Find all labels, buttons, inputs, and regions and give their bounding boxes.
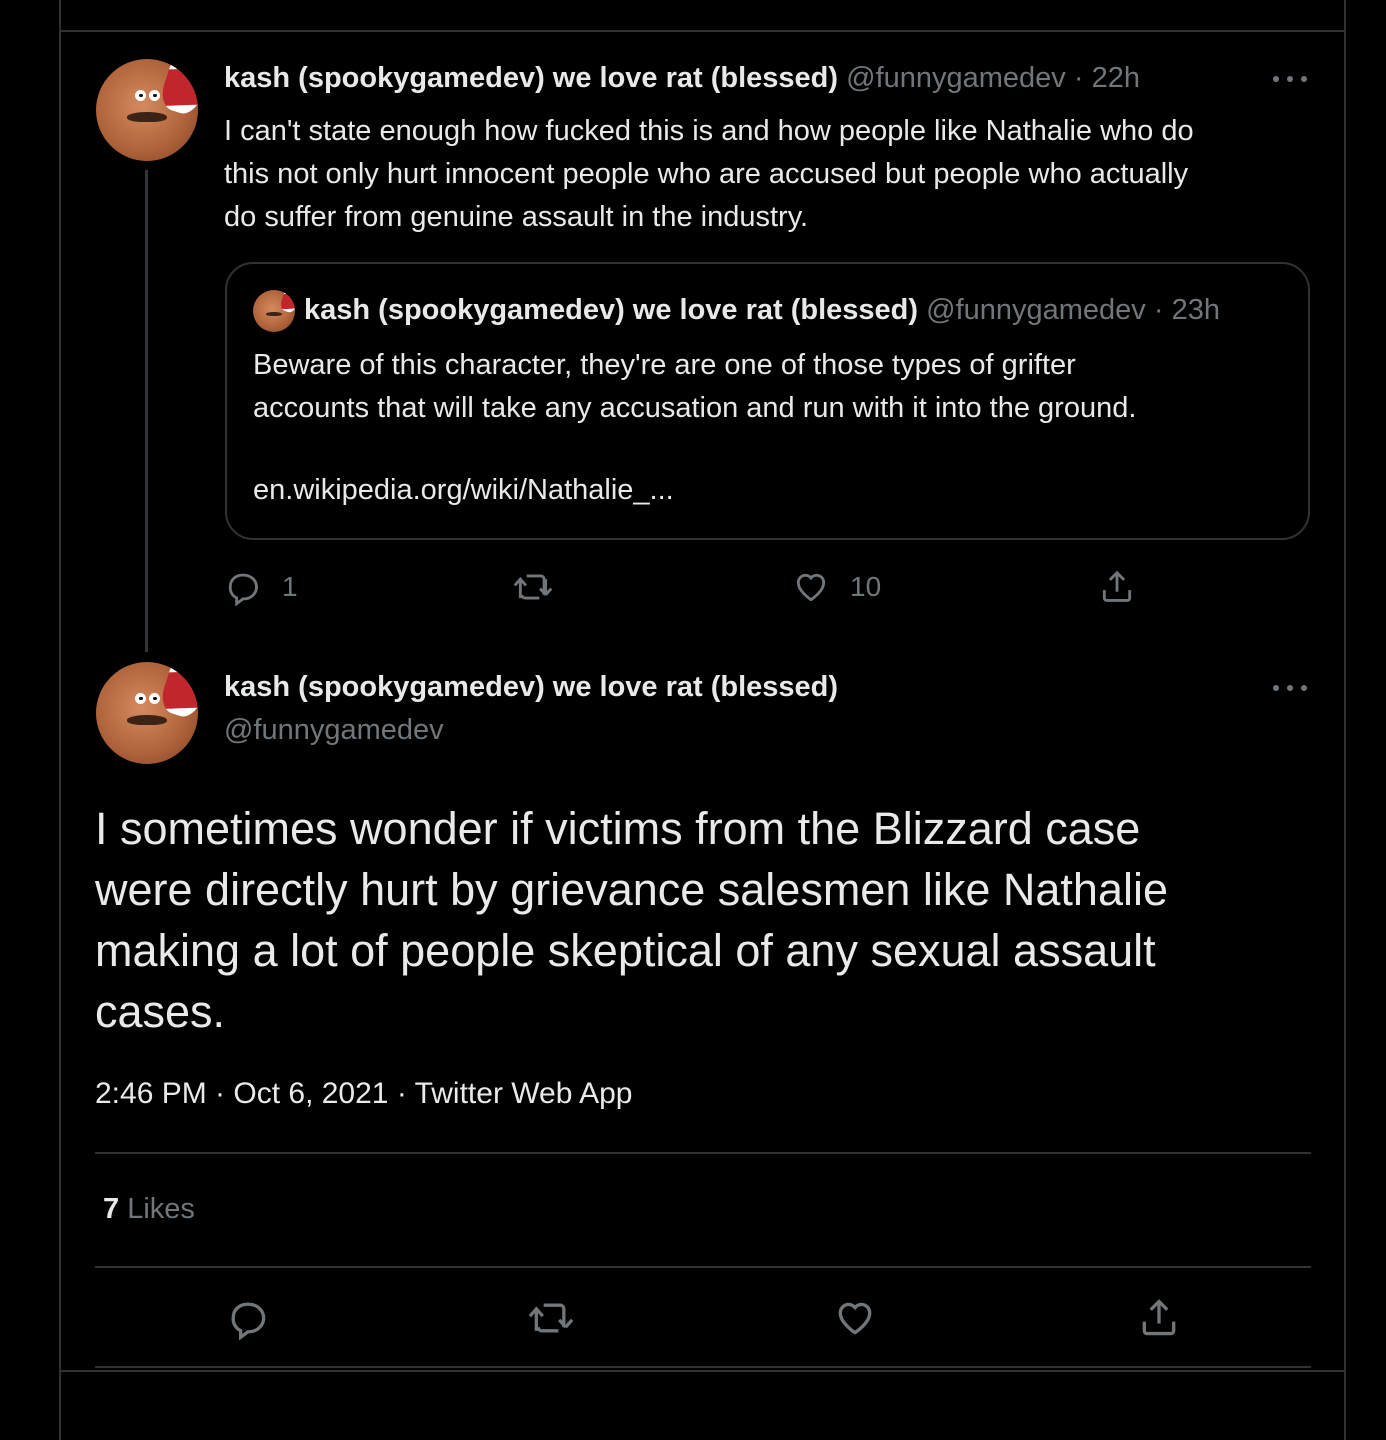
timestamp[interactable]: 22h bbox=[1091, 62, 1140, 94]
reply-tweet-text: I can't state enough how fucked this is and how people like Nathalie who do this not only hurt innocent people who are accused but people who actually do suffer from genuine assault in the industry. bbox=[224, 115, 1194, 233]
main-share-button[interactable] bbox=[1137, 1296, 1181, 1340]
more-icon[interactable] bbox=[1273, 683, 1307, 693]
reply-icon bbox=[226, 1296, 270, 1340]
main-handle[interactable]: @funnygamedev bbox=[224, 714, 444, 746]
retweet-button[interactable] bbox=[512, 568, 574, 606]
avatar[interactable] bbox=[96, 59, 198, 161]
like-icon bbox=[792, 568, 830, 606]
more-icon[interactable] bbox=[1273, 74, 1307, 84]
quote-text: Beware of this character, they're are one of those types of grifter accounts that will take any accusation and run with it into the ground. bbox=[253, 349, 1137, 424]
main-retweet-button[interactable] bbox=[527, 1296, 575, 1340]
reply-button[interactable] bbox=[224, 568, 298, 606]
like-icon bbox=[833, 1296, 877, 1340]
share-button[interactable] bbox=[1098, 568, 1136, 606]
share-icon bbox=[1137, 1296, 1181, 1340]
divider bbox=[95, 1266, 1311, 1268]
main-like-button[interactable] bbox=[833, 1296, 877, 1340]
like-count: 10 bbox=[850, 571, 882, 602]
bottom-divider bbox=[59, 1370, 1346, 1372]
quote-avatar bbox=[253, 290, 295, 332]
reply-icon bbox=[224, 568, 262, 606]
like-button[interactable] bbox=[792, 568, 881, 606]
main-tweet-text: I sometimes wonder if victims from the Blizzard case were directly hurt by grievance salesmen like Nathalie making a lot of people skeptical of any sexual assault cases. bbox=[95, 803, 1168, 1037]
main-display-name[interactable]: kash (spookygamedev) we love rat (blessed) bbox=[224, 671, 839, 703]
retweet-icon bbox=[512, 568, 554, 606]
tweet-timestamp[interactable]: 2:46 PM · Oct 6, 2021 · Twitter Web App bbox=[95, 1077, 633, 1110]
thread-line bbox=[145, 170, 148, 652]
main-reply-button[interactable] bbox=[226, 1296, 270, 1340]
reply-tweet-header: kash (spookygamedev) we love rat (blessed) @funnygamedev · 22h bbox=[224, 62, 1140, 94]
likes-label: Likes bbox=[127, 1193, 195, 1225]
likes-number: 7 bbox=[103, 1193, 120, 1225]
divider bbox=[95, 1152, 1311, 1154]
share-icon bbox=[1098, 568, 1136, 606]
main-avatar[interactable] bbox=[96, 662, 198, 764]
display-name[interactable]: kash (spookygamedev) we love rat (blessed) bbox=[224, 62, 839, 94]
quote-header: kash (spookygamedev) we love rat (blessed) @funnygamedev · 23h bbox=[304, 294, 1220, 326]
retweet-icon bbox=[527, 1296, 575, 1340]
divider bbox=[95, 1366, 1311, 1368]
quote-handle: @funnygamedev bbox=[926, 294, 1146, 326]
top-divider bbox=[59, 30, 1346, 32]
likes-stat[interactable] bbox=[103, 1193, 195, 1226]
quote-display-name: kash (spookygamedev) we love rat (blessed) bbox=[304, 294, 919, 326]
quote-timestamp: 23h bbox=[1171, 294, 1220, 326]
quote-link[interactable]: en.wikipedia.org/wiki/Nathalie_... bbox=[253, 474, 674, 506]
handle[interactable]: @funnygamedev bbox=[846, 62, 1066, 94]
reply-count: 1 bbox=[282, 571, 298, 602]
